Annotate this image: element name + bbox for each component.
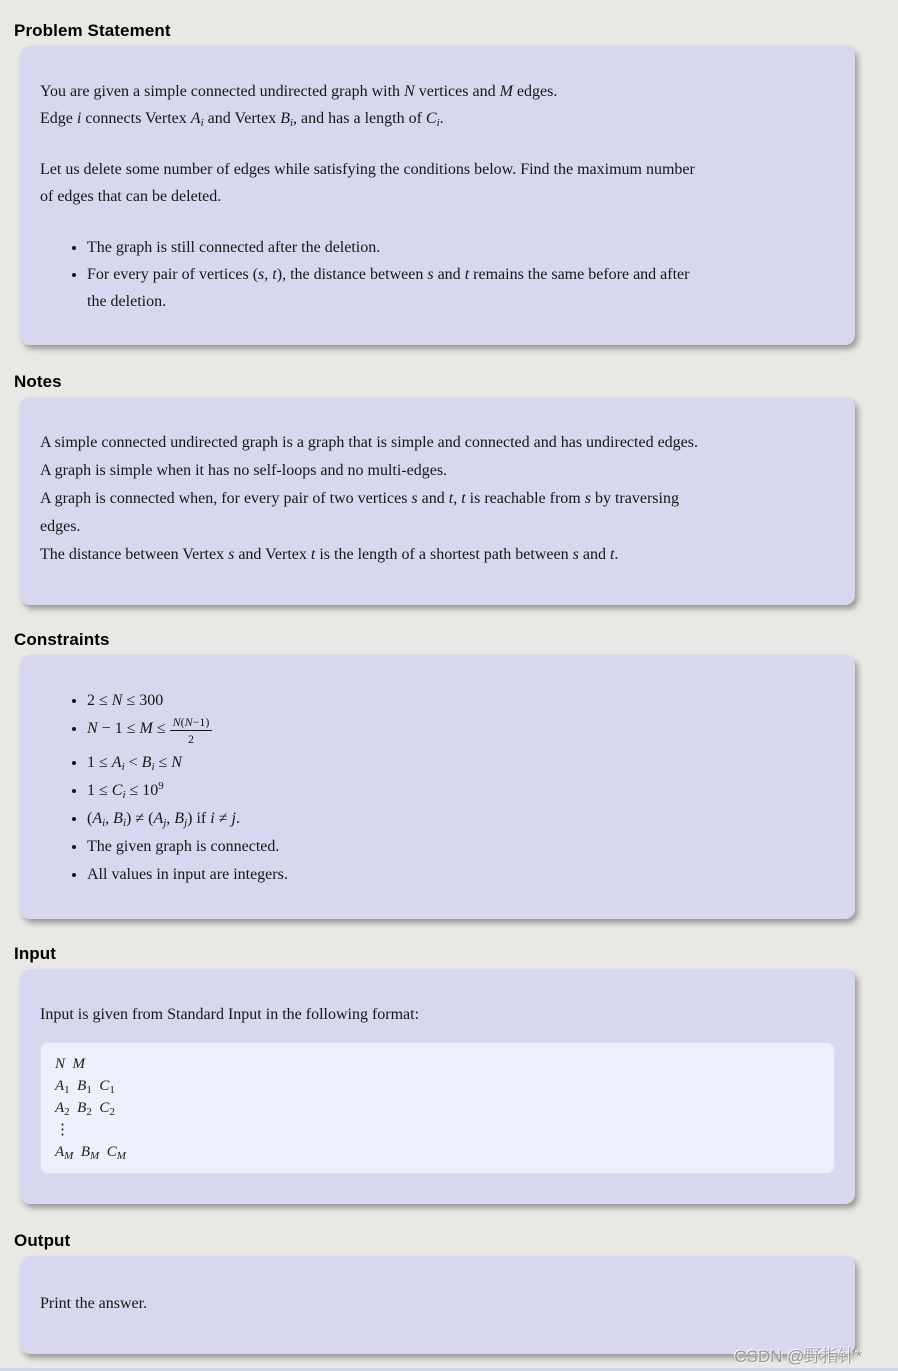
problem-page [0, 21, 898, 1354]
list-item: • $1 \le A_i < B_i \le N$ [87, 749, 835, 777]
list-item: • $1 \le C_i \le 10^9$ [87, 777, 835, 805]
fraction: $\frac{N(N-1)}{2}$ [170, 715, 213, 746]
notes-card [20, 397, 855, 605]
problem-conditions-list [40, 234, 835, 315]
list-item: • The given graph is connected. [87, 833, 835, 861]
section-constraints [14, 630, 898, 919]
constraints-heading: Constraints [14, 630, 110, 649]
section-notes [14, 372, 898, 605]
list-item: • ($A_i$, $B_i) \ne (A_j$, $B_j$) if i ≠ j. [87, 805, 835, 833]
notes-paragraph: A simple connected undirected graph is a graph that is simple and connected and has undirected edges. A graph is simple when it has no self-loops and no multi-edges. A graph is connected when, for every pair of two vertices s and t, t is reachable from s by traversing edges. The distance between Vertex s and Vertex t is the length of a shortest path between s and t. [40, 434, 699, 563]
code-line: N M [55, 1056, 86, 1072]
notes-heading: Notes [14, 372, 62, 391]
list-item: • All values in input are integers. [87, 861, 835, 889]
constraints-list [40, 687, 835, 889]
section-output [14, 1231, 898, 1354]
output-paragraph: Print the answer. [40, 1295, 148, 1312]
code-line: $A_2$ $B_2$ $C_2$ [55, 1100, 115, 1118]
problem-paragraph-2: Let us delete some number of edges while satisfying the conditions below. Find the maximum number of edges that can be deleted. [40, 161, 695, 205]
input-heading: Input [14, 944, 57, 963]
output-heading: Output [14, 1231, 71, 1250]
list-item: • N − 1 ≤ M ≤ $\frac{N(N-1)}{2}$ [87, 715, 835, 749]
section-problem-statement [14, 21, 898, 345]
constraints-card [20, 655, 855, 919]
list-item: • For every pair of vertices (s, t), the distance between s and t remains the same before and after the deletion. [87, 261, 835, 315]
code-line: ⋮ [55, 1122, 70, 1138]
output-card [20, 1256, 855, 1354]
problem-paragraph-1: You are given a simple connected undirected graph with N vertices and M edges. Edge i connects Vertex $A_i$ and Vertex $B_i$, and has a length of $C_i$. [40, 83, 558, 129]
list-item: • 2 ≤ N ≤ 300 [87, 687, 835, 715]
code-line: $A_M$ $B_M$ $C_M$ [55, 1144, 126, 1162]
csdn-watermark: CSDN @野指针* [734, 1347, 862, 1366]
input-format-intro: Input is given from Standard Input in the following format: [40, 1006, 420, 1023]
section-input [14, 944, 898, 1204]
problem-statement-card [20, 46, 855, 345]
input-card [20, 969, 855, 1204]
code-line: $A_1$ $B_1$ $C_1$ [55, 1078, 115, 1096]
list-item: • The graph is still connected after the deletion. [87, 234, 835, 261]
input-format-code-block [40, 1042, 835, 1174]
problem-statement-heading: Problem Statement [14, 21, 171, 40]
